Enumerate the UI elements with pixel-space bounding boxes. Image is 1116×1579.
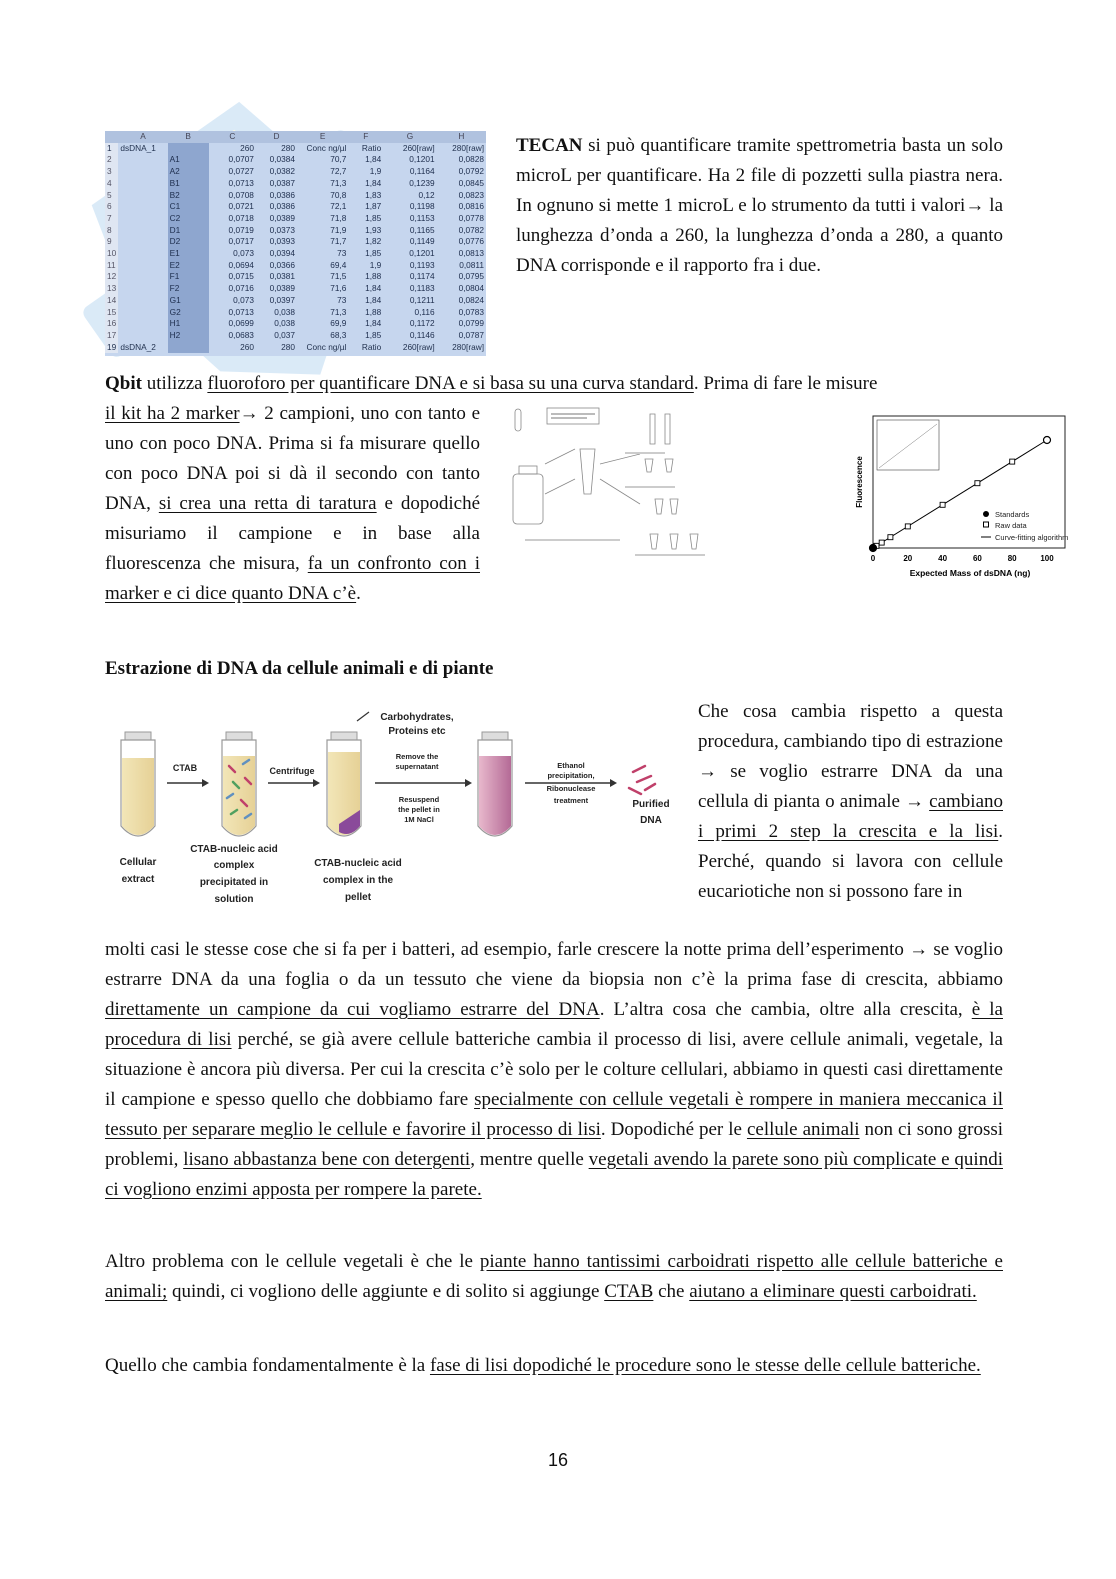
sheet-cell	[118, 283, 167, 295]
para2-text-3: che	[653, 1281, 690, 1302]
long-paragraph	[105, 935, 1003, 1205]
sheet-cell: 0,0389	[269, 283, 296, 294]
sheet-cell: 0,0393	[269, 236, 296, 247]
sheet-cell: E2	[168, 260, 209, 272]
label-ctab: CTAB	[172, 763, 198, 773]
sheet-cell: D2	[168, 236, 209, 248]
qbit-text-1: utilizza	[141, 373, 208, 394]
sheet-cell: 71,7	[330, 236, 347, 247]
sheet-cell: 0,0708	[228, 189, 254, 200]
side-text-2: . Perché, quando si lavora con cellule eucariotiche non si possono fare in	[698, 821, 1003, 902]
sheet-header-row	[105, 143, 486, 155]
sheet-cell: 73	[337, 294, 347, 305]
long-underline-2: è la procedura di lisi	[105, 999, 1003, 1050]
legend-fit: Curve-fitting algorithm	[995, 533, 1069, 542]
sheet-cell: 1,84	[365, 294, 382, 305]
raw-data-point	[940, 502, 945, 507]
para3-text-1: Quello che cambia fondamentalmente è la	[105, 1355, 430, 1376]
qbit-underline-3: si crea una retta di taratura	[158, 493, 377, 514]
long-underline-6: vegetali avendo la parete sono più complicate e quindi ci vogliono enzimi apposta per rompere la parete.	[105, 1149, 1003, 1200]
sheet-cell: C	[209, 131, 256, 143]
sheet-cell: 0,1211	[409, 294, 435, 305]
sheet-cell: H1	[168, 318, 209, 330]
fit-line	[873, 440, 1047, 548]
sheet-cell: 280[raw]	[452, 142, 484, 153]
side-paragraph	[698, 697, 1003, 907]
x-tick-label: 20	[903, 554, 913, 563]
sheet-cell: 0,0366	[269, 259, 296, 270]
sheet-cell: 280	[281, 341, 296, 352]
sheet-cell: 0,0795	[458, 271, 484, 282]
sheet-row	[105, 166, 486, 178]
sheet-cell	[168, 143, 209, 155]
sheet-cell: 0,1193	[409, 259, 435, 270]
sheet-cell: 1	[105, 143, 118, 155]
qbit-text-2: . Prima di fare le misure	[693, 373, 878, 394]
long-text-5: non ci sono grossi problemi,	[105, 1119, 1004, 1170]
x-tick-label: 80	[1007, 554, 1017, 563]
qbit-text-4: e dopodiché misuriamo il campione e in base alla fluorescenza che misura,	[105, 493, 481, 574]
qbit-paragraph	[105, 399, 480, 609]
sheet-cell	[118, 225, 167, 237]
sheet-cell: F2	[168, 283, 209, 295]
plot-xlabel: Expected Mass of dsDNA (ng)	[909, 568, 1031, 578]
legend-standards: Standards	[995, 510, 1030, 519]
qbit-line-1	[105, 369, 1003, 399]
sheet-cell: 6	[105, 201, 118, 213]
sheet-cell: 0,0397	[269, 294, 296, 305]
sheet-cell: 0,1172	[409, 318, 435, 329]
long-text-3: perché, se già avere cellule batteriche cambia il processo di lisi, avere cellule animali, vegetale, la situazione è ancora più diversa. Per cui la crescita c’è solo per le colture cellulari, abbiamo in questi casi direttamente il campione e spesso quello che dobbiamo fare	[105, 1029, 1003, 1110]
sheet-cell: 0,0694	[228, 259, 254, 270]
sheet-footer-row	[105, 342, 486, 354]
sheet-cell: 0,0713	[228, 306, 254, 317]
sheet-cell: 68,3	[330, 329, 347, 340]
sheet-cell: 16	[105, 318, 118, 330]
sheet-cell: 0,0707	[228, 154, 254, 165]
sheet-cell: D1	[168, 225, 209, 237]
sheet-cell: 5	[105, 190, 118, 202]
sheet-cell: A2	[168, 166, 209, 178]
raw-data-point	[879, 540, 884, 545]
sheet-cell: 280	[281, 142, 296, 153]
sheet-cell: 0,0823	[458, 189, 484, 200]
sheet-cell: 0,1165	[409, 224, 435, 235]
raw-data-point	[905, 524, 910, 529]
side-text-1: Che cosa cambia rispetto a questa procedura, cambiando tipo di estrazione → se voglio estrarre DNA da una cellula di pianta o animale →	[698, 701, 1003, 812]
label-purified-1: Purified	[632, 799, 670, 810]
sheet-cell: 0,0386	[269, 189, 296, 200]
sheet-cell: 0,0387	[269, 177, 296, 188]
sheet-cell: 0,038	[274, 306, 296, 317]
tecan-paragraph	[516, 131, 1003, 281]
sheet-cell: 1,93	[365, 224, 382, 235]
sheet-cell: 280[raw]	[452, 341, 484, 352]
raw-data-point	[888, 535, 893, 540]
sheet-cell: 0,1201	[409, 154, 435, 165]
sheet-cell	[118, 166, 167, 178]
label-ethanol-2: precipitation,	[547, 771, 595, 780]
sheet-row	[105, 248, 486, 260]
standard-curve-plot	[855, 410, 1070, 582]
sheet-row	[105, 213, 486, 225]
sheet-cell: 0,0811	[459, 259, 484, 270]
label-resuspend-1: Resuspend	[398, 795, 440, 804]
sheet-cell: 0,1146	[409, 329, 435, 340]
legend-raw: Raw data	[995, 521, 1027, 530]
x-tick-label: 0	[870, 554, 876, 563]
para3-underline-1: fase di lisi dopodiché le procedure sono le stesse delle cellule batteriche.	[429, 1355, 981, 1376]
sheet-cell: 1,88	[365, 271, 382, 282]
sheet-cell: 0,0804	[458, 283, 484, 294]
tecan-text: si può quantificare tramite spettrometria basta un solo microL per quantificare. Ha 2 file di pozzetti sulla piastra nera. In ognuno si mette 1 microL e lo strumento da tutti i valori→ la lunghezza d’onda a 260, la lunghezza d’onda a 280, a quanto DNA corrisponde e il rapporto fra i due.	[516, 135, 1003, 276]
sheet-cell: 72,1	[330, 201, 347, 212]
sheet-cell: 0,0792	[458, 166, 484, 177]
sheet-cell: 0,0381	[269, 271, 296, 282]
sheet-cell: B1	[168, 178, 209, 190]
qbit-workflow-diagram	[505, 404, 729, 564]
sheet-cell	[105, 131, 118, 143]
para2-underline-3: aiutano a eliminare questi carboidrati.	[689, 1281, 977, 1302]
sheet-cell: 0,0373	[269, 224, 296, 235]
sheet-cell: 71,3	[330, 177, 347, 188]
sheet-row	[105, 201, 486, 213]
sheet-column-header	[105, 131, 486, 143]
sheet-cell	[118, 248, 167, 260]
sheet-cell: 0,0716	[228, 283, 254, 294]
sheet-cell: Ratio	[361, 341, 382, 352]
sheet-cell	[118, 271, 167, 283]
sheet-cell: 70,7	[330, 154, 347, 165]
sheet-cell: 0,0718	[228, 212, 254, 223]
tube-cellular-extract	[121, 732, 155, 836]
sheet-cell: 8	[105, 225, 118, 237]
label-pellet-3: pellet	[344, 892, 372, 903]
long-text-4: . Dopodiché per le	[600, 1119, 747, 1140]
plot-ylabel: Fluorescence	[855, 456, 864, 508]
sheet-cell: 1,9	[369, 166, 382, 177]
sheet-cell: 73	[337, 248, 347, 259]
sheet-cell: A1	[168, 154, 209, 166]
sheet-cell: 1,85	[365, 212, 382, 223]
label-ethanol-4: treatment	[553, 796, 589, 805]
long-underline-1: direttamente un campione da cui vogliamo estrarre del DNA	[105, 999, 600, 1020]
sheet-cell: C2	[168, 213, 209, 225]
sheet-cell: Conc ng/µl	[306, 341, 347, 352]
sheet-cell: 1,83	[365, 189, 382, 200]
x-tick-label: 60	[972, 554, 982, 563]
sheet-cell: 0,1198	[409, 201, 435, 212]
label-remove-1: Remove the	[395, 752, 439, 761]
sheet-cell: 0,0845	[458, 177, 484, 188]
x-tick-label: 40	[938, 554, 948, 563]
sheet-cell: H2	[168, 330, 209, 342]
sheet-row	[105, 260, 486, 272]
sheet-cell: 0,1239	[409, 177, 435, 188]
sheet-cell: 0,0813	[458, 248, 484, 259]
sheet-cell: 1,85	[365, 248, 382, 259]
sheet-cell	[118, 330, 167, 342]
paragraph-carbohydrates	[105, 1247, 1003, 1307]
label-complex-1: CTAB-nucleic acid	[190, 844, 278, 855]
label-cellular-2: extract	[121, 874, 155, 885]
para2-underline-2: CTAB	[604, 1281, 654, 1302]
sheet-cell: 0,116	[414, 306, 435, 317]
sheet-cell: B	[168, 131, 209, 143]
sheet-cell: 260	[240, 341, 254, 352]
sheet-cell: 0,0389	[269, 212, 296, 223]
sheet-cell: 19	[105, 342, 118, 354]
section-title: Estrazione di DNA da cellule animali e di piante	[105, 658, 494, 679]
legend-standards-marker	[983, 511, 989, 517]
tube-resuspended	[478, 732, 512, 836]
sheet-row	[105, 271, 486, 283]
sheet-cell: F1	[168, 271, 209, 283]
sheet-cell: 69,9	[330, 318, 347, 329]
standard-point	[1044, 437, 1051, 444]
para2-text-1: Altro problema con le cellule vegetali è che le	[105, 1251, 480, 1272]
sheet-cell: Ratio	[361, 142, 382, 153]
sheet-cell: 4	[105, 178, 118, 190]
sheet-cell: E	[297, 131, 348, 143]
standard-point	[870, 545, 877, 552]
sheet-cell: 0,0683	[228, 329, 254, 340]
sheet-cell: 0,0778	[458, 212, 484, 223]
sheet-cell: 1,84	[365, 154, 382, 165]
sheet-cell: 1,82	[365, 236, 382, 247]
sheet-row	[105, 236, 486, 248]
label-pellet-1: CTAB-nucleic acid	[314, 858, 402, 869]
sheet-cell	[118, 190, 167, 202]
spreadsheet-screenshot	[105, 131, 486, 356]
sheet-cell: 71,5	[330, 271, 347, 282]
sheet-cell	[118, 236, 167, 248]
long-text-1: molti casi le stesse cose che si fa per i batteri, ad esempio, farle crescere la notte prima dell’esperimento → se voglio estrarre DNA da una foglia o da un tessuto che viene da biopsia non c’è la prima fase di crescita, abbiamo	[105, 939, 1003, 990]
para2-text-2: quindi, ci vogliono delle aggiunte e di solito si aggiunge	[167, 1281, 605, 1302]
tecan-label: TECAN	[516, 135, 583, 156]
sheet-cell: 260	[240, 142, 254, 153]
sheet-cell: A	[118, 131, 167, 143]
sheet-cell: 0,1153	[409, 212, 435, 223]
sheet-cell: 0,0787	[458, 329, 484, 340]
side-underline-1: cambiano i primi 2 step la crescita e la lisi	[698, 791, 1003, 842]
label-purified-2: DNA	[640, 815, 662, 826]
sheet-cell: B2	[168, 190, 209, 202]
sheet-cell: 0,0776	[458, 236, 484, 247]
raw-data-point	[975, 481, 980, 486]
sheet-cell: 0,1164	[409, 166, 435, 177]
sheet-cell: 0,0713	[228, 177, 254, 188]
long-underline-4: cellule animali	[746, 1119, 860, 1140]
sheet-cell: 0,1149	[409, 236, 435, 247]
sheet-cell: 0,037	[274, 329, 296, 340]
para2-underline-1: piante hanno tantissimi carboidrati rispetto alle cellule batteriche e animali;	[105, 1251, 1003, 1302]
sheet-cell: 0,038	[274, 318, 296, 329]
label-pellet-2: complex in the	[322, 875, 394, 886]
sheet-cell: 71,3	[330, 306, 347, 317]
sheet-cell: G2	[168, 307, 209, 319]
sheet-row	[105, 154, 486, 166]
sheet-cell: 0,0382	[269, 166, 296, 177]
sheet-cell	[118, 318, 167, 330]
purified-dna-icon	[629, 766, 655, 794]
sheet-cell: 17	[105, 330, 118, 342]
sheet-cell: 11	[105, 260, 118, 272]
label-carbs-1: Carbohydrates,	[380, 712, 454, 723]
sheet-cell: 0,0715	[228, 271, 254, 282]
plot-frame	[873, 416, 1065, 548]
sheet-cell: 0,0721	[228, 201, 254, 212]
sheet-cell: 0,0727	[228, 166, 254, 177]
sheet-cell: dsDNA_1	[120, 142, 156, 153]
sheet-cell: 1,84	[365, 318, 382, 329]
sheet-cell: 1,9	[369, 259, 382, 270]
sheet-cell: 2	[105, 154, 118, 166]
paragraph-lysis	[105, 1351, 1003, 1381]
tube-pellet	[327, 732, 361, 836]
label-resuspend-2: the pellet in	[398, 805, 440, 814]
sheet-cell	[118, 295, 167, 307]
tube-ctab-complex	[222, 732, 256, 836]
sheet-cell: 0,0717	[228, 236, 254, 247]
long-underline-5: lisano abbastanza bene con detergenti	[183, 1149, 471, 1170]
label-ethanol-1: Ethanol	[557, 761, 585, 770]
sheet-cell: 0,0384	[269, 154, 296, 165]
sheet-cell: 0,0719	[228, 224, 254, 235]
sheet-cell: 1,87	[365, 201, 382, 212]
sheet-cell: 3	[105, 166, 118, 178]
sheet-cell: 72,7	[330, 166, 347, 177]
sheet-cell: 10	[105, 248, 118, 260]
sheet-row	[105, 330, 486, 342]
sheet-cell: 1,88	[365, 306, 382, 317]
sheet-cell: 0,0799	[458, 318, 484, 329]
sheet-cell	[118, 307, 167, 319]
sheet-row	[105, 283, 486, 295]
sheet-cell: 0,1201	[409, 248, 435, 259]
tube-icon	[515, 409, 521, 431]
sheet-cell: dsDNA_2	[120, 341, 156, 352]
sheet-row	[105, 307, 486, 319]
sheet-cell: 0,0824	[458, 294, 484, 305]
sheet-cell: 15	[105, 307, 118, 319]
label-complex-3: precipitated in	[199, 877, 269, 888]
sheet-cell: E1	[168, 248, 209, 260]
sheet-cell: 71,6	[330, 283, 347, 294]
sheet-cell: C1	[168, 201, 209, 213]
sheet-row	[105, 190, 486, 202]
sheet-row	[105, 295, 486, 307]
sheet-row	[105, 318, 486, 330]
qbit-text-5: .	[356, 583, 361, 604]
sheet-cell: 13	[105, 283, 118, 295]
sheet-cell: 0,12	[418, 189, 435, 200]
sheet-cell: 70,8	[330, 189, 347, 200]
sheet-cell: D	[256, 131, 297, 143]
sheet-cell	[118, 201, 167, 213]
sheet-cell: H	[437, 131, 486, 143]
qbit-underline-4: fa un confronto con i marker e ci dice quanto DNA c’è	[105, 553, 480, 604]
sheet-cell: 0,0394	[269, 248, 296, 259]
sheet-cell: 0,0816	[458, 201, 484, 212]
label-carbs-2: Proteins etc	[388, 726, 446, 737]
sheet-cell: G1	[168, 295, 209, 307]
sheet-cell: G	[383, 131, 436, 143]
sheet-cell	[118, 178, 167, 190]
label-centrifuge: Centrifuge	[269, 766, 315, 776]
sheet-cell: 14	[105, 295, 118, 307]
sheet-cell: 7	[105, 213, 118, 225]
label-cellular-1: Cellular	[119, 857, 157, 868]
sheet-cell: F	[348, 131, 383, 143]
sheet-row	[105, 178, 486, 190]
long-text-6: , mentre quelle	[470, 1149, 589, 1170]
sheet-cell: 1,85	[365, 329, 382, 340]
label-resuspend-3: 1M NaCl	[404, 815, 434, 824]
sheet-cell: 0,0782	[458, 224, 484, 235]
sheet-cell	[168, 342, 209, 354]
qbit-underline-2: il kit ha 2 marker	[105, 403, 240, 424]
legend-raw-marker	[984, 522, 989, 527]
raw-data-point	[1010, 459, 1015, 464]
label-remove-2: supernatant	[395, 762, 439, 771]
sheet-cell: 0,1174	[409, 271, 435, 282]
sheet-cell: 0,073	[233, 294, 254, 305]
sheet-cell: 0,1183	[409, 283, 435, 294]
sheet-row	[105, 225, 486, 237]
sheet-cell: 260[raw]	[402, 341, 435, 352]
sheet-cell	[118, 260, 167, 272]
sheet-cell: 69,4	[330, 259, 347, 270]
qbit-underline-1: fluoroforo per quantificare DNA e si basa su una curva standard	[207, 373, 694, 394]
sheet-cell: 0,073	[233, 248, 254, 259]
label-complex-2: complex	[213, 860, 255, 871]
sheet-cell	[118, 213, 167, 225]
sheet-cell: 260[raw]	[402, 142, 435, 153]
sheet-cell: 12	[105, 271, 118, 283]
sheet-cell: 0,0699	[228, 318, 254, 329]
sheet-cell: 1,84	[365, 177, 382, 188]
page-number: 16	[547, 1450, 569, 1470]
sheet-cell: 71,9	[330, 224, 347, 235]
sheet-cell	[118, 154, 167, 166]
sheet-cell: 0,0783	[458, 306, 484, 317]
x-tick-label: 100	[1040, 554, 1054, 563]
qbit-label: Qbit	[105, 373, 142, 394]
ctab-extraction-diagram	[105, 706, 680, 906]
sheet-cell: 0,0386	[269, 201, 296, 212]
label-ethanol-3: Ribonuclease	[546, 784, 596, 793]
sheet-cell: Conc ng/µl	[306, 142, 347, 153]
sheet-cell: 9	[105, 236, 118, 248]
label-complex-4: solution	[214, 894, 254, 905]
sheet-cell: 71,8	[330, 212, 347, 223]
sheet-cell: 0,0828	[458, 154, 484, 165]
qbit-text-3: → 2 campioni, uno con tanto e uno con poco DNA. Prima si fa misurare quello con poco DNA poi si dà il secondo con tanto DNA,	[105, 403, 481, 514]
long-underline-3: specialmente con cellule vegetali è rompere in maniera meccanica il tessuto per separare meglio le cellule e favorire il processo di lisi	[105, 1089, 1003, 1140]
long-text-2: . L’altra cosa che cambia, oltre alla crescita,	[599, 999, 972, 1020]
sheet-cell: 1,84	[365, 283, 382, 294]
